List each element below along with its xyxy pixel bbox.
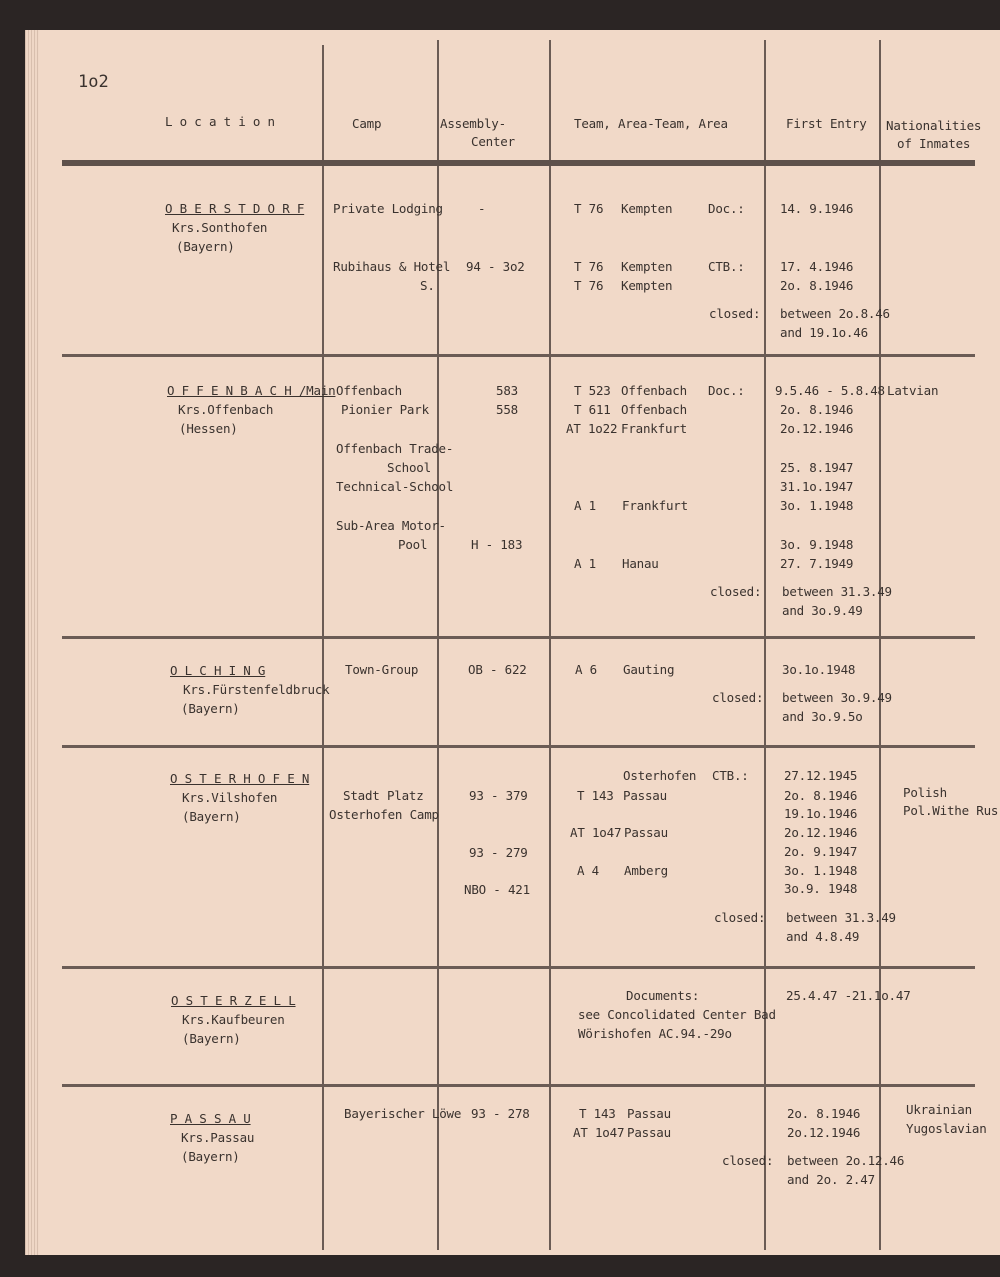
location-district: Krs.Kaufbeuren (182, 1012, 285, 1027)
assembly-center: 583 (496, 383, 518, 398)
closed-range: and 2o. 2.47 (787, 1172, 875, 1187)
team-code: A 1 (574, 498, 596, 513)
location-district: Krs.Passau (181, 1130, 255, 1145)
assembly-center: H - 183 (471, 537, 523, 552)
header-location: L o c a t i o n (165, 114, 275, 129)
location-state: (Bayern) (182, 1031, 241, 1046)
team-code: T 143 (579, 1106, 616, 1121)
first-entry-date: 3o.9. 1948 (784, 881, 858, 896)
team-kind: CTB.: (708, 259, 745, 274)
header-first-entry: First Entry (786, 116, 867, 131)
team-code: A 4 (577, 863, 599, 878)
team-code: T 143 (577, 788, 614, 803)
camp-name: Stadt Platz (343, 788, 424, 803)
closed-range: and 4.8.49 (786, 929, 860, 944)
team-place: Passau (623, 788, 667, 803)
team-code: AT 1o22 (566, 421, 618, 436)
team-place: Kempten (621, 278, 673, 293)
team-code: T 611 (574, 402, 611, 417)
location-district: Krs.Fürstenfeldbruck (183, 682, 330, 697)
first-entry-date: 3o. 9.1948 (780, 537, 854, 552)
assembly-center: 93 - 379 (469, 788, 528, 803)
row-rule (62, 745, 975, 748)
assembly-center: 558 (496, 402, 518, 417)
row-rule (62, 966, 975, 969)
team-code: AT 1o47 (570, 825, 622, 840)
first-entry-date: 2o. 8.1946 (784, 788, 858, 803)
first-entry-date: 9.5.46 - 5.8.48 (775, 383, 885, 398)
closed-range: between 31.3.49 (786, 910, 896, 925)
camp-name: Rubihaus & Hotel (333, 259, 451, 274)
header-team: Team, Area-Team, Area (574, 116, 728, 131)
team-code: T 76 (574, 278, 604, 293)
closed-label: closed: (712, 690, 764, 705)
camp-name: School (387, 460, 431, 475)
first-entry-date: 17. 4.1946 (780, 259, 854, 274)
first-entry-date: 14. 9.1946 (780, 201, 854, 216)
team-place: Kempten (621, 201, 673, 216)
location-name: O B E R S T D O R F (165, 201, 305, 216)
location-name: P A S S A U (170, 1111, 251, 1126)
team-place: Kempten (621, 259, 673, 274)
first-entry-date: 2o. 8.1946 (787, 1106, 861, 1121)
first-entry-date: 3o.1o.1948 (782, 662, 856, 677)
header-nationalities-1: Nationalities (886, 118, 982, 133)
nationality: Yugoslavian (906, 1121, 987, 1136)
first-entry-date: 3o. 1.1948 (780, 498, 854, 513)
closed-range: between 31.3.49 (782, 584, 892, 599)
team-place: Passau (627, 1125, 671, 1140)
location-name: O L C H I N G (170, 663, 266, 678)
team-place: Gauting (623, 662, 675, 677)
page-stack-edge (25, 30, 39, 1255)
nationality: Pol.Withe Rus (903, 803, 999, 818)
column-rule (879, 40, 881, 1250)
closed-range: between 3o.9.49 (782, 690, 892, 705)
team-place: Passau (624, 825, 668, 840)
nationality: Ukrainian (906, 1102, 972, 1117)
row-rule (62, 636, 975, 639)
camp-name: Town-Group (345, 662, 419, 677)
first-entry-date: 19.1o.1946 (784, 806, 858, 821)
header-assembly-1: Assembly- (440, 116, 506, 131)
column-rule (549, 40, 551, 1250)
column-rule (764, 40, 766, 1250)
assembly-center: NBO - 421 (464, 882, 530, 897)
camp-name: Osterhofen Camp (329, 807, 439, 822)
team-kind: CTB.: (712, 768, 749, 783)
header-camp: Camp (352, 116, 382, 131)
first-entry-date: 31.1o.1947 (780, 479, 854, 494)
location-district: Krs.Vilshofen (182, 790, 278, 805)
team-code: T 523 (574, 383, 611, 398)
assembly-center: OB - 622 (468, 662, 527, 677)
camp-name: Offenbach (336, 383, 402, 398)
location-state: (Bayern) (176, 239, 235, 254)
closed-range: and 3o.9.49 (782, 603, 863, 618)
location-name: O S T E R Z E L L (171, 993, 296, 1008)
row-rule (62, 1084, 975, 1087)
assembly-center: 94 - 3o2 (466, 259, 525, 274)
first-entry-date: 27.12.1945 (784, 768, 858, 783)
header-nationalities-2: of Inmates (897, 136, 971, 151)
first-entry-date: 2o. 8.1946 (780, 278, 854, 293)
first-entry-date: 27. 7.1949 (780, 556, 854, 571)
closed-label: closed: (714, 910, 766, 925)
location-name: O F F E N B A C H /Main (167, 383, 336, 398)
team-code: A 6 (575, 662, 597, 677)
closed-range: between 2o.12.46 (787, 1153, 905, 1168)
nationality: Latvian (887, 383, 939, 398)
team-place: Frankfurt (621, 421, 687, 436)
camp-name: Private Lodging (333, 201, 443, 216)
first-entry-date: 2o.12.1946 (787, 1125, 861, 1140)
camp-name: Bayerischer Löwe (344, 1106, 462, 1121)
camp-name: Offenbach Trade- (336, 441, 454, 456)
team-code: AT 1o47 (573, 1125, 625, 1140)
first-entry-date: 25.4.47 -21.1o.47 (786, 988, 911, 1003)
first-entry-date: 25. 8.1947 (780, 460, 854, 475)
row-rule (62, 354, 975, 357)
header-rule (62, 160, 975, 166)
team-place: Offenbach (621, 402, 687, 417)
documents-note: Wörishofen AC.94.-29o (578, 1026, 732, 1041)
camp-name: S. (420, 278, 435, 293)
location-state: (Bayern) (182, 809, 241, 824)
team-place: Hanau (622, 556, 659, 571)
first-entry-date: 3o. 1.1948 (784, 863, 858, 878)
header-assembly-2: Center (471, 134, 515, 149)
column-rule (322, 45, 324, 1250)
team-code: T 76 (574, 259, 604, 274)
location-district: Krs.Offenbach (178, 402, 274, 417)
closed-range: between 2o.8.46 (780, 306, 890, 321)
team-kind: Doc.: (708, 383, 745, 398)
team-code: T 76 (574, 201, 604, 216)
closed-range: and 3o.9.5o (782, 709, 863, 724)
location-state: (Bayern) (181, 1149, 240, 1164)
closed-label: closed: (710, 584, 762, 599)
first-entry-date: 2o.12.1946 (780, 421, 854, 436)
first-entry-date: 2o. 8.1946 (780, 402, 854, 417)
assembly-center: - (478, 201, 486, 216)
camp-name: Pionier Park (341, 402, 429, 417)
column-rule (437, 40, 439, 1250)
closed-range: and 19.1o.46 (780, 325, 868, 340)
team-code: A 1 (574, 556, 596, 571)
camp-name: Sub-Area Motor- (336, 518, 446, 533)
nationality: Polish (903, 785, 947, 800)
closed-label: closed: (709, 306, 761, 321)
team-kind: Doc.: (708, 201, 745, 216)
documents-note: Documents: (626, 988, 700, 1003)
location-district: Krs.Sonthofen (172, 220, 268, 235)
team-place: Frankfurt (622, 498, 688, 513)
documents-note: see Concolidated Center Bad (578, 1007, 776, 1022)
camp-name: Technical-School (336, 479, 454, 494)
location-state: (Hessen) (179, 421, 238, 436)
closed-label: closed: (722, 1153, 774, 1168)
first-entry-date: 2o. 9.1947 (784, 844, 858, 859)
team-place: Osterhofen (623, 768, 697, 783)
location-state: (Bayern) (181, 701, 240, 716)
team-place: Passau (627, 1106, 671, 1121)
assembly-center: 93 - 278 (471, 1106, 530, 1121)
page-number: 1o2 (78, 72, 109, 92)
team-place: Amberg (624, 863, 668, 878)
camp-name: Pool (398, 537, 428, 552)
location-name: O S T E R H O F E N (170, 771, 310, 786)
team-place: Offenbach (621, 383, 687, 398)
assembly-center: 93 - 279 (469, 845, 528, 860)
first-entry-date: 2o.12.1946 (784, 825, 858, 840)
